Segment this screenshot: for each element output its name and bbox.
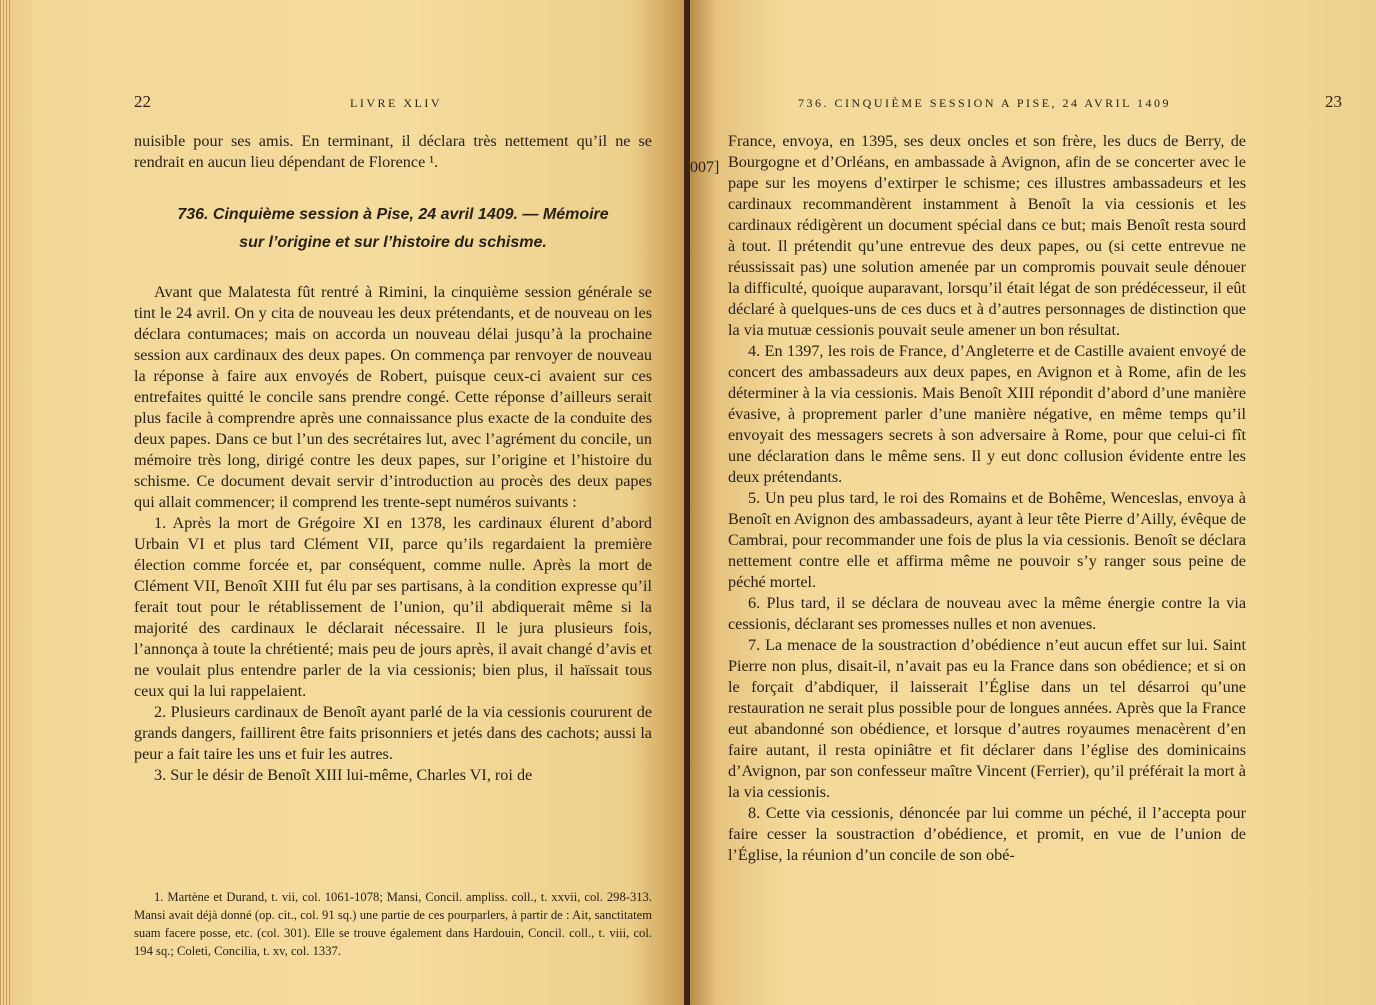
left-top-text: nuisible pour ses amis. En terminant, il déclara très nettement qu’il ne se rendrait en aucun lieu dépendant de Florence ¹. bbox=[134, 132, 652, 171]
paragraph-4: 4. En 1397, les rois de France, d’Angleterre et de Castille avaient envoyé de concert des ambassadeurs aux deux papes, en Avignon et à Rome, afin de les déterminer à la via cessionis. Mais Benoît XIII répondit d’abord d’une manière évasive, à proprement parler d’une manière négative, en même temps qu’il envoyait des messagers secrets à son adversaire à Rome, pour que celui-ci fît une déclaration dans le même sens. Il y eut donc collusion évidente entre les deux prétendants. bbox=[728, 342, 1246, 486]
paragraph-continued: France, envoya, en 1395, ses deux oncles et son frère, les ducs de Berry, de Bourgogne et d’Orléans, en ambassade à Avignon, afin de se concerter avec le pape sur les moyens d’extirper le schisme; ces illustres ambassadeurs et les cardinaux recommandèrent instamment à Benoît la via cessionis et les cardinaux rédigèrent un document spécial dans ce but; mais Benoît resta sourd à tout. Il prétendit qu’une entrevue des deux papes, ou (si cette entrevue ne réussissait pas) une solution amenée par un compromis pouvait seule dénouer la difficulté, quoique auparavant, lorsqu’il était légat de son prédécesseur, il eût déclaré à quelques-uns de ces ducs et à d’autres personnages de distinction que la via mutuæ cessionis pouvait seule amener un bon résultat. bbox=[728, 132, 1246, 339]
left-page bbox=[0, 0, 684, 1005]
section-heading-line2: sur l’origine et sur l’histoire du schisme. bbox=[239, 234, 547, 251]
right-page-number: 23 bbox=[1325, 92, 1342, 111]
paragraph-6: 6. Plus tard, il se déclara de nouveau avec la même énergie contre la via cessionis, déclarant ses promesses nulles et non avenues. bbox=[728, 594, 1246, 633]
section-heading-line1: 736. Cinquième session à Pise, 24 avril 1409. — Mémoire bbox=[177, 206, 609, 223]
footnotes bbox=[134, 888, 652, 960]
left-page-number: 22 bbox=[134, 92, 151, 111]
section-heading bbox=[134, 201, 652, 257]
right-running-title: 736. CINQUIÈME SESSION A PISE, 24 AVRIL 1409 bbox=[798, 96, 1172, 110]
paragraph-3: 3. Sur le désir de Benoît XIII lui-même, Charles VI, roi de bbox=[154, 766, 533, 784]
left-running-title: LIVRE XLIV bbox=[350, 96, 442, 110]
paragraph-1: 1. Après la mort de Grégoire XI en 1378, les cardinaux élurent d’abord Urbain VI et plus tard Clément VII, parce qu’ils regardaient la première élection comme forcée et, par conséquent, comme nulle. Après la mort de Clément VII, Benoît XIII fut élu par ses partisans, à la condition expresse qu’il ferait tout pour le rétablissement de l’union, qu’il abdiquerait même si la majorité des cardinaux le déclarait nécessaire. Il le jura plusieurs fois, l’annonça à toute la chrétienté; mais peu de jours après, il avait changé d’avis et ne voulait plus entendre parler de la via cessionis; bien plus, il haïssait tous ceux qui la lui rappelaient. bbox=[134, 514, 652, 700]
paragraph-2: 2. Plusieurs cardinaux de Benoît ayant parlé de la via cessionis coururent de grands dangers, faillirent être faits prisonniers et jetés dans des cachots; aussi la peur a fait taire les uns et fuir les autres. bbox=[134, 703, 652, 763]
paragraph-8: 8. Cette via cessionis, dénoncée par lui comme un péché, il l’accepta pour faire cesser la soustraction d’obédience, et promit, en vue de l’union de l’Église, la réunion d’un concile de son obé- bbox=[728, 804, 1246, 864]
left-main-text bbox=[134, 282, 652, 786]
left-body bbox=[134, 131, 652, 173]
paragraph-intro: Avant que Malatesta fût rentré à Rimini, la cinquième session générale se tint le 24 avril. On y cita de nouveau les deux prétendants, et de nouveau on les déclara contumaces; mais on accorda un nouveau délai jusqu’à la prochaine session aux cardinaux des deux papes. On commença par renvoyer de nouveau la réponse à faire aux envoyés de Robert, puisque ceux-ci avaient sur ces entrefaites quitté le concile sans prendre congé. Cette réponse d’ailleurs serait plus facile à comprendre après une connaissance plus exacte de la conduite des deux papes. Dans ce but l’un des secrétaires lut, avec l’agrément du concile, un mémoire très long, dirigé contre les deux papes, sur l’origine et l’histoire du schisme. Ce document devait servir d’introduction au procès des deux papes qui allait commencer; il comprend les trente-sept numéros suivants : bbox=[134, 283, 652, 511]
footnote-1: 1. Martène et Durand, t. vii, col. 1061-1078; Mansi, Concil. ampliss. coll., t. xxvii, col. 298-313. Mansi avait déjà donné (op. cit., col. 91 sq.) une partie de ces pourparlers, à partir de : Ait, sanctitatem suam facere posse, etc. (col. 301). Elle se trouve également dans Hardouin, Concil. coll., t. viii, col. 194 sq.; Coleti, Concilia, t. xv, col. 1337. bbox=[134, 890, 652, 958]
right-main-text bbox=[728, 131, 1246, 866]
margin-page-reference: 007] bbox=[690, 159, 720, 176]
page-edge-lines bbox=[0, 0, 10, 1005]
paragraph-5: 5. Un peu plus tard, le roi des Romains et de Bohême, Wenceslas, envoya à Benoît en Avignon des ambassadeurs, ayant à leur tête Pierre d’Ailly, évêque de Cambrai, pour recommander une fois de plus la via cessionis. Benoît se déclara nettement contre elle et affirma même ne pouvoir s’y ranger sous peine de péché mortel. bbox=[728, 489, 1246, 591]
paragraph-7: 7. La menace de la soustraction d’obédience n’eut aucun effet sur lui. Saint Pierre non plus, disait-il, n’avait pas eu la France dans son obédience; et si on le forçait d’abdiquer, il laisserait l’Église dans un tel désarroi qu’une restauration ne serait plus possible pour de longues années. Après que la France eut abandonné son obédience, et lorsque d’autres royaumes menacèrent d’en faire autant, il resta opiniâtre et fit déclarer dans l’église des dominicains d’Avignon, par son confesseur maître Vincent (Ferrier), qu’il préférait la mort à la via cessionis. bbox=[728, 636, 1246, 801]
right-page bbox=[690, 0, 1376, 1005]
